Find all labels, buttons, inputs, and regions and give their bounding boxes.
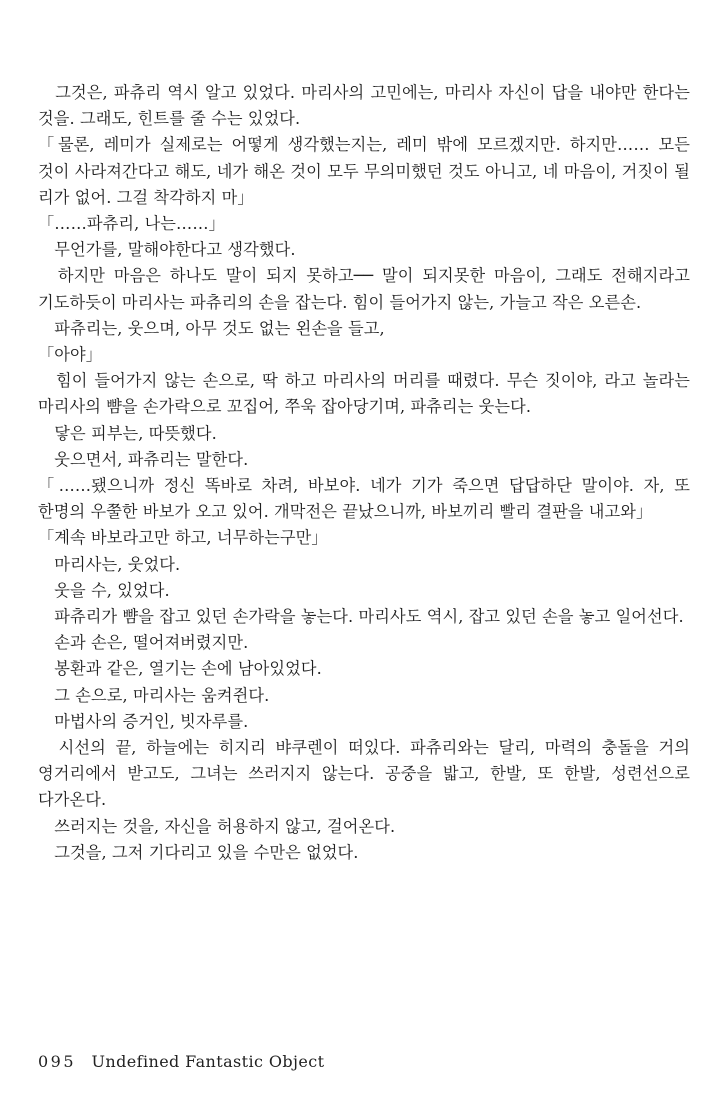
paragraph-9: 닿은 피부는, 따뜻했다. xyxy=(38,423,217,443)
paragraph-1: 그것은, 파츄리 역시 알고 있었다. 마리사의 고민에는, 마리사 자신이 답을 내야만 한다는 것을. 그래도, 힌트를 줄 수는 있었다. xyxy=(38,83,690,129)
paragraph-20: 시선의 끝, 하늘에는 히지리 뱌쿠렌이 떠있다. 파츄리와는 달리, 마력의 충돌을 거의 영거리에서 받고도, 그녀는 쓰러지지 않는다. 공중을 밟고, 한발, 또 한발, 성련선으로 다가온다. xyxy=(38,738,690,810)
paragraph-13: 마리사는, 웃었다. xyxy=(38,554,181,574)
paragraph-4: 무언가를, 말해야한다고 생각했다. xyxy=(38,240,296,260)
paragraph-8: 힘이 들어가지 않는 손으로, 딱 하고 마리사의 머리를 때렸다. 무슨 짓이야, 라고 놀라는 마리사의 뺨을 손가락으로 꼬집어, 쭈욱 잡아당기며, 파츄리는 웃는다. xyxy=(38,371,690,417)
paragraph-21: 쓰러지는 것을, 자신을 허용하지 않고, 걸어온다. xyxy=(38,816,396,836)
paragraph-17: 봉환과 같은, 열기는 손에 남아있었다. xyxy=(38,659,322,679)
paragraph-19: 마법사의 증거인, 빗자루를. xyxy=(38,711,249,731)
book-title: Undefined Fantastic Object xyxy=(91,1052,325,1071)
page-footer xyxy=(38,1052,324,1071)
paragraph-5: 하지만 마음은 하나도 말이 되지 못하고── 말이 되지못한 마음이, 그래도 전해지라고 기도하듯이 마리사는 파츄리의 손을 잡는다. 힘이 들어가지 않는, 가늘고 작은 오른손. xyxy=(38,266,690,312)
paragraph-14: 웃을 수, 있었다. xyxy=(38,580,170,600)
paragraph-6: 파츄리는, 웃으며, 아무 것도 없는 왼손을 들고, xyxy=(38,318,385,338)
paragraph-12: 「계속 바보라고만 하고, 너무하는구만」 xyxy=(38,528,328,548)
body-text xyxy=(38,80,690,866)
paragraph-7: 「아야」 xyxy=(38,345,103,365)
paragraph-10: 웃으면서, 파츄리는 말한다. xyxy=(38,449,249,469)
page-number: 095 xyxy=(38,1052,77,1071)
paragraph-18: 그 손으로, 마리사는 움켜쥔다. xyxy=(38,685,270,705)
paragraph-3: 「……파츄리, 나는……」 xyxy=(38,214,225,234)
paragraph-11: 「……됐으니까 정신 똑바로 차려, 바보야. 네가 기가 죽으면 답답하단 말이야. 자, 또 한명의 우쭐한 바보가 오고 있어. 개막전은 끝났으니까, 바보끼리 빨리 결판을 내고와」 xyxy=(38,476,690,522)
paragraph-2: 「물론, 레미가 실제로는 어떻게 생각했는지는, 레미 밖에 모르겠지만. 하지만…… 모든 것이 사라져간다고 해도, 네가 해온 것이 모두 무의미했던 것도 아니고, 네 마음이, 거짓이 될 리가 없어. 그걸 착각하지 마」 xyxy=(38,135,690,207)
paragraph-16: 손과 손은, 떨어져버렸지만. xyxy=(38,633,249,653)
paragraph-22: 그것을, 그저 기다리고 있을 수만은 없었다. xyxy=(38,842,359,862)
paragraph-15: 파츄리가 뺨을 잡고 있던 손가락을 놓는다. 마리사도 역시, 잡고 있던 손을 놓고 일어선다. xyxy=(38,607,684,627)
